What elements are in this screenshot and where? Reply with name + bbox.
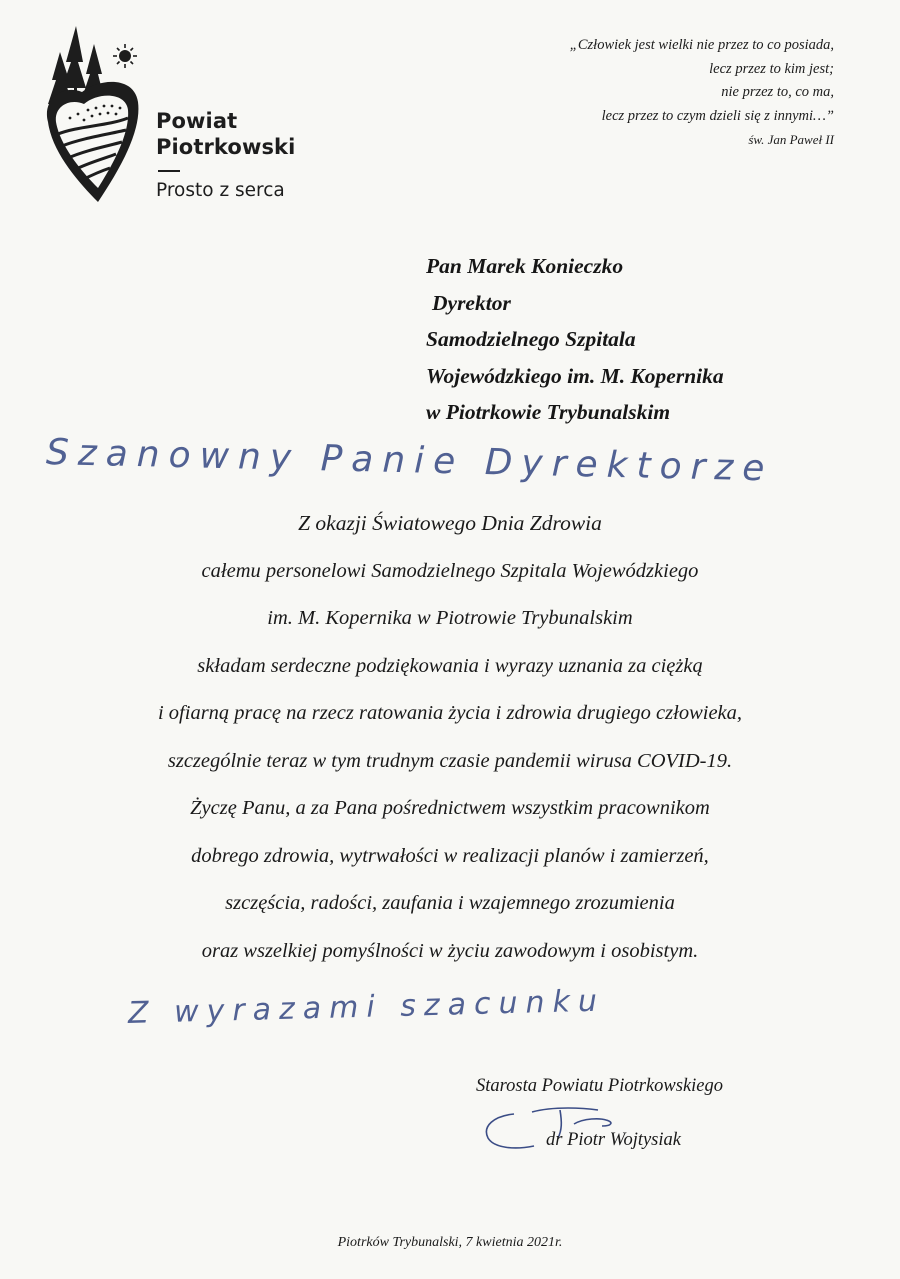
body-line: i ofiarną pracę na rzecz ratowania życia i zdrowia drugiego człowieka,: [157, 702, 743, 724]
addressee-city-line: w Piotrkowie Trybunalskim: [426, 400, 671, 424]
place-date-footer: Piotrków Trybunalski, 7 kwietnia 2021r.: [337, 1235, 563, 1250]
quote-author: św. Jan Paweł II: [748, 132, 834, 147]
signatory-name: dr Piotr Wojtysiak: [546, 1130, 681, 1150]
organization-name: [156, 108, 295, 160]
addressee-position: Dyrektor: [432, 290, 511, 315]
body-line: oraz wszelkiej pomyślności w życiu zawodowym i osobistym.: [201, 939, 699, 962]
quote-line: „Człowiek jest wielki nie przez to co posiada,: [569, 37, 834, 53]
handwritten-closing: Z wyrazami szacunku: [127, 983, 606, 1031]
letter-body: [40, 500, 860, 975]
body-line: składam serdeczne podziękowania i wyrazy uznania za ciężką: [197, 654, 703, 677]
addressee-institution-line: Samodzielnego Szpitala: [426, 327, 636, 351]
body-line: szczęścia, radości, zaufania i wzajemnego zrozumienia: [225, 892, 675, 914]
handwritten-greeting: Szanowny Panie Dyrektorze: [45, 432, 774, 490]
body-line: szczególnie teraz w tym trudnym czasie pandemii wirusa COVID-19.: [167, 749, 733, 772]
quote-line: nie przez to, co ma,: [721, 84, 834, 100]
addressee-block: [426, 248, 856, 431]
organization-name-line2: Piotrkowski: [156, 135, 296, 159]
logo-divider: [158, 170, 180, 172]
tree-field-sun-logo-icon: [38, 22, 148, 207]
quote-line: lecz przez to kim jest;: [709, 60, 834, 77]
body-line: całemu personelowi Samodzielnego Szpitala Wojewódzkiego: [201, 559, 699, 582]
quote-block: [474, 34, 834, 152]
body-line: dobrego zdrowia, wytrwałości w realizacji planów i zamierzeń,: [191, 844, 709, 867]
signatory-title: Starosta Powiatu Piotrkowskiego: [476, 1076, 724, 1096]
addressee-institution-line: Wojewódzkiego im. M. Kopernika: [426, 363, 724, 388]
addressee-name: Pan Marek Konieczko: [426, 254, 624, 278]
signature-block: [470, 1072, 810, 1172]
body-line: im. M. Kopernika w Piotrowie Trybunalskim: [267, 607, 633, 629]
organization-name-line1: Powiat: [156, 109, 238, 133]
quote-line: lecz przez to czym dzieli się z innymi…”: [601, 107, 834, 124]
organization-motto: Prosto z serca: [156, 180, 285, 201]
letterhead: [38, 22, 318, 212]
body-line: Z okazji Światowego Dnia Zdrowia: [298, 511, 602, 535]
body-line: Życzę Panu, a za Pana pośrednictwem wszystkim pracownikom: [190, 797, 710, 819]
